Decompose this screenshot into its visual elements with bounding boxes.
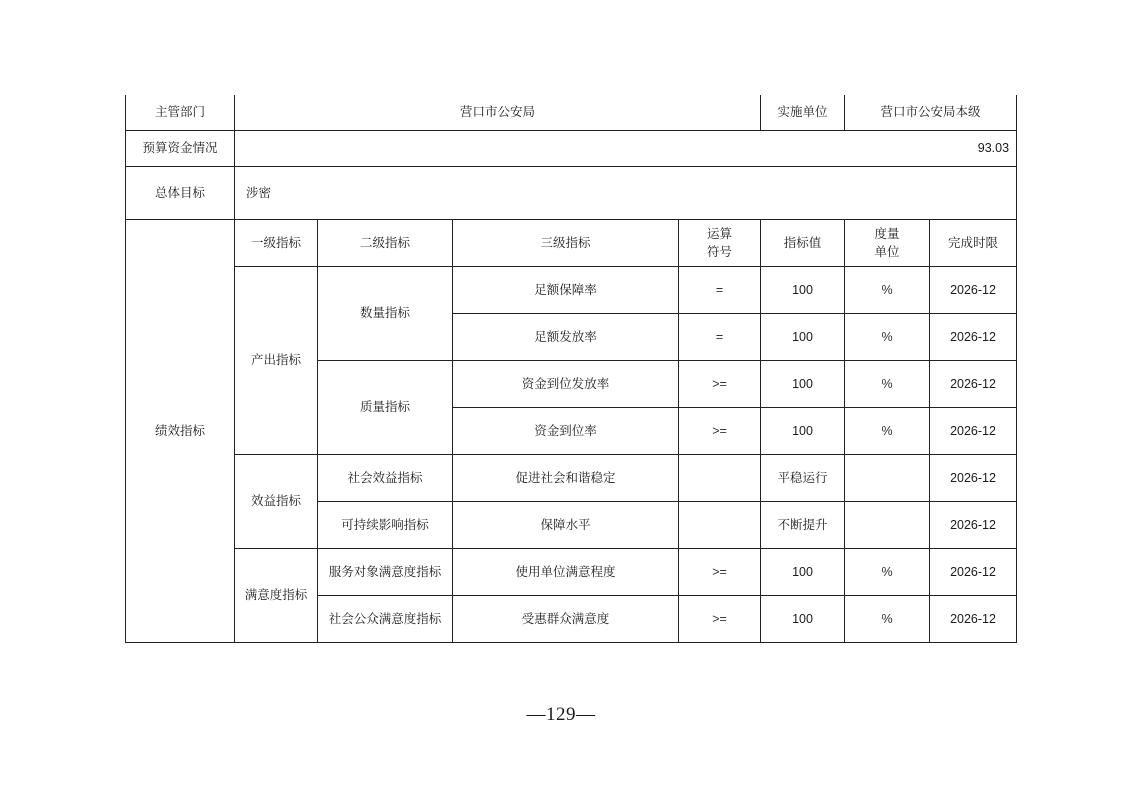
page-number: —129— [526,704,596,725]
subgroup-service-satisfaction: 服务对象满意度指标 [318,548,453,595]
operator-cell [679,454,761,501]
deadline-cell: 2026-12 [930,407,1017,454]
deadline-cell: 2026-12 [930,313,1017,360]
unit-cell: % [845,360,930,407]
deadline-cell: 2026-12 [930,501,1017,548]
indicator-name: 保障水平 [453,501,679,548]
goal-row [126,166,1017,219]
perf-label: 绩效指标 [126,219,235,642]
col-level3: 三级指标 [453,219,679,266]
indicator-name: 资金到位发放率 [453,360,679,407]
budget-row [126,130,1017,166]
indicator-name: 资金到位率 [453,407,679,454]
table-row [126,266,1017,313]
col-operator: 运算 符号 [679,219,761,266]
unit-cell: % [845,313,930,360]
operator-cell: >= [679,360,761,407]
unit-cell: % [845,266,930,313]
col-level2: 二级指标 [318,219,453,266]
subgroup-quality: 质量指标 [318,360,453,454]
goal-label: 总体目标 [126,166,235,219]
table-row [126,454,1017,501]
value-cell: 100 [761,595,845,642]
deadline-cell: 2026-12 [930,454,1017,501]
group-benefit: 效益指标 [235,454,318,548]
operator-cell: >= [679,548,761,595]
budget-value: 93.03 [235,130,1017,166]
value-cell: 100 [761,548,845,595]
indicator-name: 促进社会和谐稳定 [453,454,679,501]
goal-value: 涉密 [235,166,1017,219]
unit-cell: % [845,548,930,595]
subgroup-sustainable: 可持续影响指标 [318,501,453,548]
value-cell: 不断提升 [761,501,845,548]
unit-cell: % [845,595,930,642]
header-row [126,95,1017,130]
deadline-cell: 2026-12 [930,595,1017,642]
indicator-name: 受惠群众满意度 [453,595,679,642]
performance-table [125,95,1017,643]
col-deadline: 完成时限 [930,219,1017,266]
impl-label: 实施单位 [761,95,845,130]
operator-cell [679,501,761,548]
subgroup-quantity: 数量指标 [318,266,453,360]
column-header-row [126,219,1017,266]
col-level1: 一级指标 [235,219,318,266]
value-cell: 平稳运行 [761,454,845,501]
group-satisfaction: 满意度指标 [235,548,318,642]
operator-cell: >= [679,407,761,454]
value-cell: 100 [761,407,845,454]
unit-cell [845,454,930,501]
dept-label: 主管部门 [126,95,235,130]
subgroup-social-benefit: 社会效益指标 [318,454,453,501]
col-value: 指标值 [761,219,845,266]
deadline-cell: 2026-12 [930,548,1017,595]
deadline-cell: 2026-12 [930,360,1017,407]
indicator-name: 足额保障率 [453,266,679,313]
operator-cell: = [679,266,761,313]
value-cell: 100 [761,360,845,407]
operator-cell: >= [679,595,761,642]
value-cell: 100 [761,313,845,360]
indicator-name: 使用单位满意程度 [453,548,679,595]
col-unit: 度量 单位 [845,219,930,266]
group-output: 产出指标 [235,266,318,454]
budget-label: 预算资金情况 [126,130,235,166]
impl-value: 营口市公安局本级 [845,95,1017,130]
dept-value: 营口市公安局 [235,95,761,130]
table-row [126,548,1017,595]
indicator-name: 足额发放率 [453,313,679,360]
unit-cell: % [845,407,930,454]
subgroup-public-satisfaction: 社会公众满意度指标 [318,595,453,642]
value-cell: 100 [761,266,845,313]
deadline-cell: 2026-12 [930,266,1017,313]
operator-cell: = [679,313,761,360]
unit-cell [845,501,930,548]
